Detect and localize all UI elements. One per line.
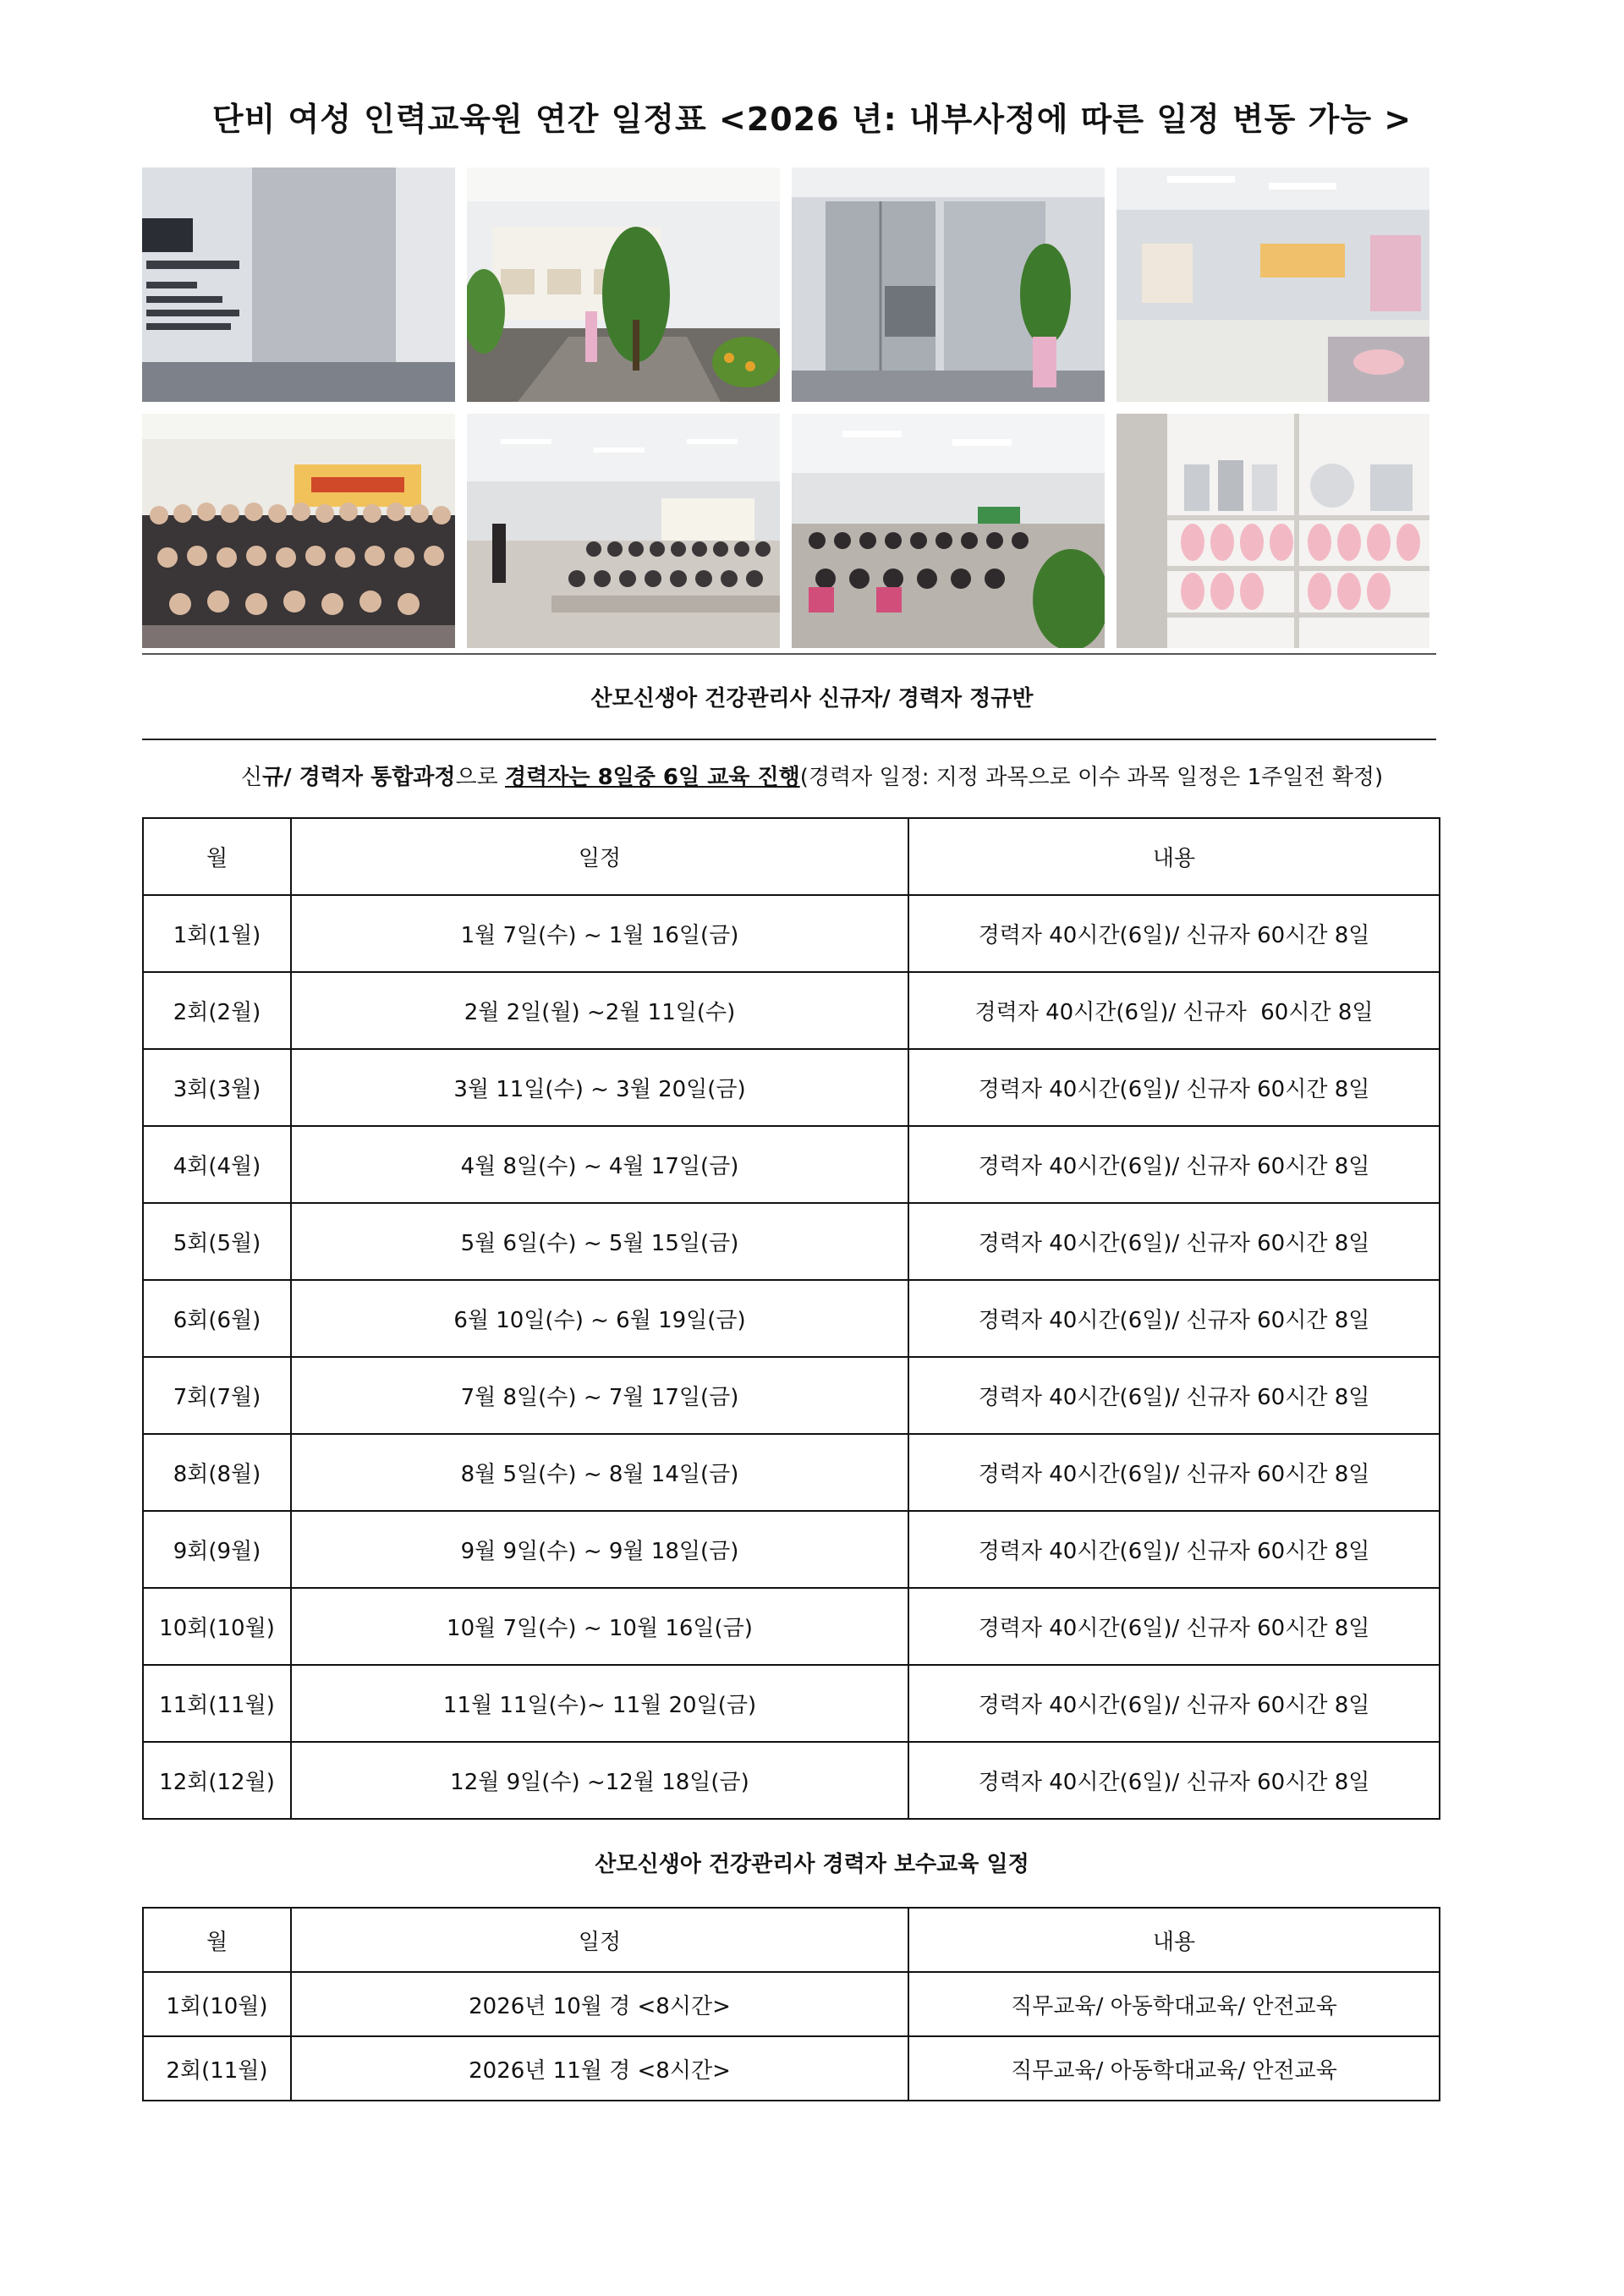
table-cell: 직무교육/ 아동학대교육/ 안전교육 xyxy=(908,2036,1440,2101)
table-cell: 경력자 40시간(6일)/ 신규자 60시간 8일 xyxy=(908,1588,1440,1665)
page-title: 단비 여성 인력교육원 연간 일정표 <2026 년: 내부사정에 따른 일정 변동 가능 > xyxy=(211,101,1413,138)
gallery-divider xyxy=(142,653,1436,655)
section1-note xyxy=(0,760,1624,791)
table-cell: 8회(8월) xyxy=(143,1434,291,1511)
photo-group-students xyxy=(142,414,455,648)
table-header-row xyxy=(143,1908,1440,1972)
table-row xyxy=(143,1049,1440,1126)
photo-classroom-full xyxy=(792,414,1105,648)
table-cell: 경력자 40시간(6일)/ 신규자 60시간 8일 xyxy=(908,1742,1440,1819)
table-row xyxy=(143,972,1440,1049)
table-cell: 경력자 40시간(6일)/ 신규자 60시간 8일 xyxy=(908,1434,1440,1511)
table-row xyxy=(143,1742,1440,1819)
table-cell: 1회(1월) xyxy=(143,895,291,972)
table-header-cell: 월 xyxy=(143,1908,291,1972)
photo-hallway-doors xyxy=(792,168,1105,402)
section1-divider xyxy=(142,739,1436,740)
table-cell: 10월 7일(수) ~ 10월 16일(금) xyxy=(291,1588,908,1665)
table-cell: 4월 8일(수) ~ 4월 17일(금) xyxy=(291,1126,908,1203)
table-cell: 1회(10월) xyxy=(143,1972,291,2036)
table-header-cell: 월 xyxy=(143,818,291,895)
table-cell: 7회(7월) xyxy=(143,1357,291,1434)
table-cell: 경력자 40시간(6일)/ 신규자 60시간 8일 xyxy=(908,972,1440,1049)
table-row xyxy=(143,1126,1440,1203)
table-row xyxy=(143,1203,1440,1280)
table-header-row xyxy=(143,818,1440,895)
table-cell: 11회(11월) xyxy=(143,1665,291,1742)
regular-schedule-body xyxy=(143,818,1440,1819)
table-cell: 2026년 10월 경 <8시간> xyxy=(291,1972,908,2036)
note-part-3: 으로 xyxy=(455,765,506,790)
table-row xyxy=(143,895,1440,972)
table-row xyxy=(143,1972,1440,2036)
note-part-5: (경력자 일정: 지정 과목으로 이수 과목 일정은 1주일전 확정) xyxy=(799,765,1384,790)
table-row xyxy=(143,1280,1440,1357)
table-row xyxy=(143,1357,1440,1434)
table-cell: 2월 2일(월) ~2월 11일(수) xyxy=(291,972,908,1049)
table-cell: 2026년 11월 경 <8시간> xyxy=(291,2036,908,2101)
table-cell: 경력자 40시간(6일)/ 신규자 60시간 8일 xyxy=(908,1511,1440,1588)
table-cell: 12회(12월) xyxy=(143,1742,291,1819)
table-cell: 9회(9월) xyxy=(143,1511,291,1588)
table-header-cell: 일정 xyxy=(291,1908,908,1972)
note-part-2: 규/ 경력자 통합과정 xyxy=(262,765,456,790)
table-row xyxy=(143,1588,1440,1665)
refresher-schedule-table xyxy=(142,1907,1440,2101)
photo-practice-room xyxy=(1116,168,1429,402)
table-cell: 7월 8일(수) ~ 7월 17일(금) xyxy=(291,1357,908,1434)
section1-title: 산모신생아 건강관리사 신규자/ 경력자 정규반 xyxy=(590,686,1034,711)
table-cell: 경력자 40시간(6일)/ 신규자 60시간 8일 xyxy=(908,1203,1440,1280)
regular-schedule-table xyxy=(142,817,1440,1820)
table-cell: 2회(11월) xyxy=(143,2036,291,2101)
table-cell: 3월 11일(수) ~ 3월 20일(금) xyxy=(291,1049,908,1126)
table-header-cell: 내용 xyxy=(908,1908,1440,1972)
refresher-schedule-body xyxy=(143,1908,1440,2101)
photo-baby-dolls-shelf xyxy=(1116,414,1429,648)
note-part-4: 경력자는 8일중 6일 교육 진행 xyxy=(505,765,800,790)
table-cell: 5회(5월) xyxy=(143,1203,291,1280)
table-cell: 4회(4월) xyxy=(143,1126,291,1203)
photo-gallery xyxy=(142,168,1436,654)
table-cell: 2회(2월) xyxy=(143,972,291,1049)
table-header-cell: 내용 xyxy=(908,818,1440,895)
table-cell: 6월 10일(수) ~ 6월 19일(금) xyxy=(291,1280,908,1357)
table-cell: 10회(10월) xyxy=(143,1588,291,1665)
table-row xyxy=(143,2036,1440,2101)
section2-title: 산모신생아 건강관리사 경력자 보수교육 일정 xyxy=(595,1852,1029,1877)
table-cell: 경력자 40시간(6일)/ 신규자 60시간 8일 xyxy=(908,1126,1440,1203)
table-row xyxy=(143,1511,1440,1588)
table-cell: 경력자 40시간(6일)/ 신규자 60시간 8일 xyxy=(908,895,1440,972)
photo-reception-sign xyxy=(142,168,455,402)
table-cell: 경력자 40시간(6일)/ 신규자 60시간 8일 xyxy=(908,1049,1440,1126)
table-cell: 5월 6일(수) ~ 5월 15일(금) xyxy=(291,1203,908,1280)
table-cell: 경력자 40시간(6일)/ 신규자 60시간 8일 xyxy=(908,1280,1440,1357)
table-cell: 경력자 40시간(6일)/ 신규자 60시간 8일 xyxy=(908,1665,1440,1742)
table-header-cell: 일정 xyxy=(291,818,908,895)
note-part-1: 신 xyxy=(240,765,263,790)
table-cell: 8월 5일(수) ~ 8월 14일(금) xyxy=(291,1434,908,1511)
table-cell: 1월 7일(수) ~ 1월 16일(금) xyxy=(291,895,908,972)
table-cell: 6회(6월) xyxy=(143,1280,291,1357)
photo-classroom-lecture xyxy=(467,414,780,648)
table-cell: 9월 9일(수) ~ 9월 18일(금) xyxy=(291,1511,908,1588)
table-row xyxy=(143,1665,1440,1742)
table-cell: 3회(3월) xyxy=(143,1049,291,1126)
table-cell: 경력자 40시간(6일)/ 신규자 60시간 8일 xyxy=(908,1357,1440,1434)
photo-lobby-plants xyxy=(467,168,780,402)
table-cell: 11월 11일(수)~ 11월 20일(금) xyxy=(291,1665,908,1742)
table-row xyxy=(143,1434,1440,1511)
table-cell: 직무교육/ 아동학대교육/ 안전교육 xyxy=(908,1972,1440,2036)
table-cell: 12월 9일(수) ~12월 18일(금) xyxy=(291,1742,908,1819)
